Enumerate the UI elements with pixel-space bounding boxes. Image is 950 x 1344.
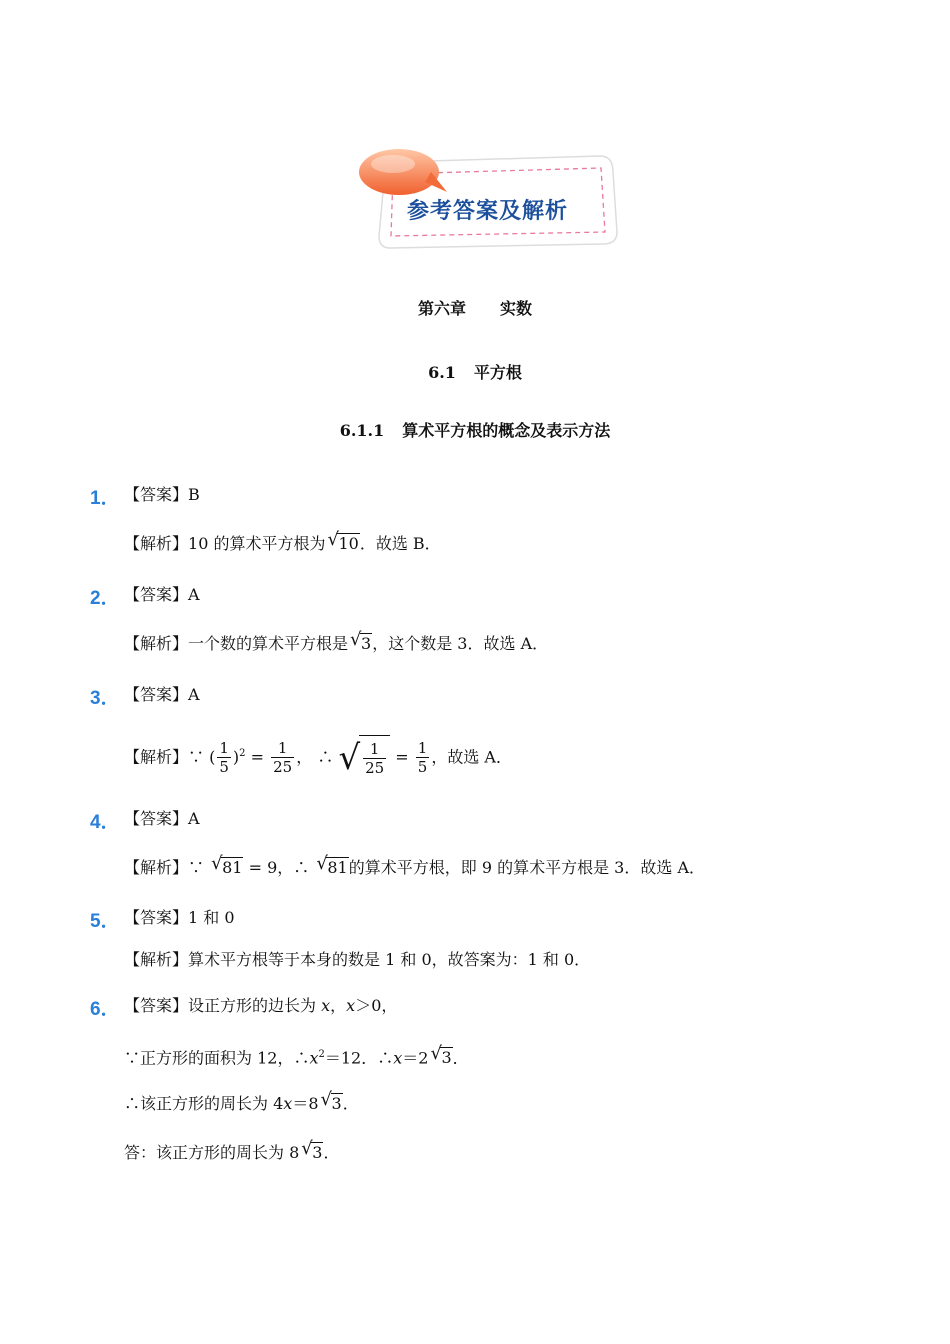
sqrt-expression: √ 3 bbox=[350, 629, 372, 653]
question-number: 3． bbox=[90, 688, 120, 709]
fraction: $\frac{1}{5}$ bbox=[219, 739, 229, 777]
question-number: 2． bbox=[90, 588, 120, 609]
conclusion-line: 答：该正方形的周长为 8 √ 3． bbox=[124, 1138, 340, 1162]
sqrt-expression: √ 81 bbox=[316, 853, 348, 877]
chapter-title: 实数 bbox=[500, 299, 533, 318]
answer-line: 【答案】1 和 0 bbox=[124, 908, 235, 927]
answer-banner bbox=[355, 142, 620, 252]
banner-title: 参考答案及解析 bbox=[406, 199, 568, 224]
chapter-heading bbox=[0, 296, 950, 319]
question-number: 1． bbox=[90, 488, 120, 509]
sqrt-expression: √ 10 bbox=[327, 529, 359, 553]
sqrt-expression: √ 3 bbox=[301, 1138, 323, 1162]
explanation-line: 【解析】10 的算术平方根为 √ 10．故选 B． bbox=[124, 529, 441, 553]
question-number: 6． bbox=[90, 999, 120, 1020]
fraction: $\frac{1}{25}$ bbox=[273, 739, 293, 777]
answer-line: 【答案】A bbox=[124, 809, 200, 828]
sqrt-expression: √ 81 bbox=[211, 853, 243, 877]
explanation-line: 【解析】∵ √ 81 = 9，∴ √ 81的算术平方根，即 9 的算术平方根是 3．故选 A． bbox=[124, 853, 705, 877]
question-number: 4． bbox=[90, 812, 120, 833]
answer-line: 【答案】A bbox=[124, 685, 200, 704]
section-title: 平方根 bbox=[473, 363, 522, 382]
sqrt-expression: √ 3 bbox=[430, 1043, 452, 1068]
subsection-heading bbox=[0, 418, 950, 441]
fraction: $\frac{1}{5}$ bbox=[417, 739, 428, 777]
explanation-line: 【解析】算术平方根等于本身的数是 1 和 0，故答案为：1 和 0． bbox=[124, 950, 591, 969]
subsection-title: 算术平方根的概念及表示方法 bbox=[402, 421, 611, 440]
section-number: 6.1 bbox=[428, 363, 456, 382]
answer-line: 【答案】B bbox=[124, 485, 200, 504]
question-number: 5． bbox=[90, 911, 120, 932]
section-heading bbox=[0, 360, 950, 383]
answer-line: 【答案】设正方形的边长为 x，x＞0， bbox=[124, 996, 398, 1015]
solution-line: ∵正方形的面积为 12，$\therefore x^2=12$．∴x＝2 √ 3． bbox=[124, 1043, 469, 1068]
answer-line: 【答案】A bbox=[124, 585, 200, 604]
explanation-line: 【解析】一个数的算术平方根是 √ 3，这个数是 3．故选 A． bbox=[124, 629, 549, 653]
chapter-number: 第六章 bbox=[417, 299, 466, 318]
subsection-number: 6.1.1 bbox=[339, 421, 385, 440]
explanation-line: 【解析】∵ ( $\frac{1}{5}$ )$^2$ = $\frac{1}{25}$ ， ∴ √ $\frac{1}{25}$ = $\frac{1}{5}$ ，故选 A． bbox=[124, 732, 512, 780]
solution-line: ∴该正方形的周长为 4x＝8 √ 3． bbox=[124, 1089, 359, 1113]
sqrt-expression: √ $\frac{1}{25}$ bbox=[338, 735, 390, 780]
sqrt-expression: √ 3 bbox=[320, 1089, 342, 1113]
